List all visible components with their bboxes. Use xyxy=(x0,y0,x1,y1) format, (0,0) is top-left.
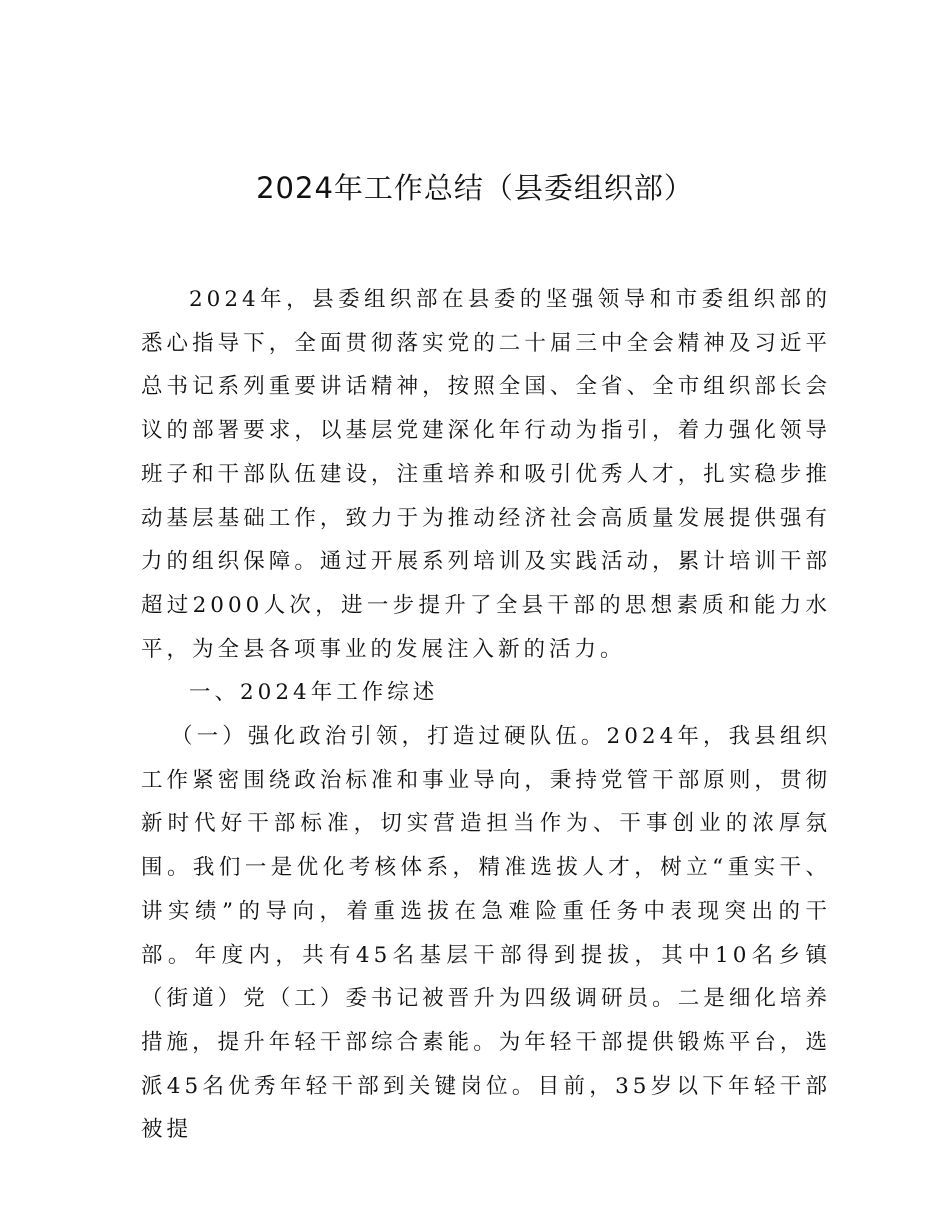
document-title: 2024年工作总结（县委组织部） xyxy=(256,171,694,205)
section-heading: 一、2024年工作综述 xyxy=(189,680,439,706)
subsection-paragraph: （一）强化政治引领，打造过硬队伍。2024年，我县组织工作紧密围绕政治标准和事业导向，秉持党管干部原则，贯彻新时代好干部标准，切实营造担当作为、干事创业的浓厚氛围。我们一是优化考核体系，精准选拔人才，树立“重实干、讲实绩”的导向，着重选拔在急难险重任务中表现突出的干部。年度内，共有45名基层干部得到提拔，其中10名乡镇（街道）党（工）委书记被晋升为四级调研员。二是细化培养措施，提升年轻干部综合素能。为年轻干部提供锻炼平台，选派45名优秀年轻干部到关键岗位。目前，35岁以下年轻干部被提 xyxy=(141,724,831,1143)
document-body xyxy=(141,278,831,1152)
intro-paragraph: 2024年，县委组织部在县委的坚强领导和市委组织部的悉心指导下，全面贯彻落实党的二十届三中全会精神及习近平总书记系列重要讲话精神，按照全国、全省、全市组织部长会议的部署要求，以基层党建深化年行动为指引，着力强化领导班子和干部队伍建设，注重培养和吸引优秀人才，扎实稳步推动基层基础工作，致力于为推动经济社会高质量发展提供强有力的组织保障。通过开展系列培训及实践活动，累计培训干部超过2000人次，进一步提升了全县干部的思想素质和能力水平，为全县各项事业的发展注入新的活力。 xyxy=(141,287,831,662)
